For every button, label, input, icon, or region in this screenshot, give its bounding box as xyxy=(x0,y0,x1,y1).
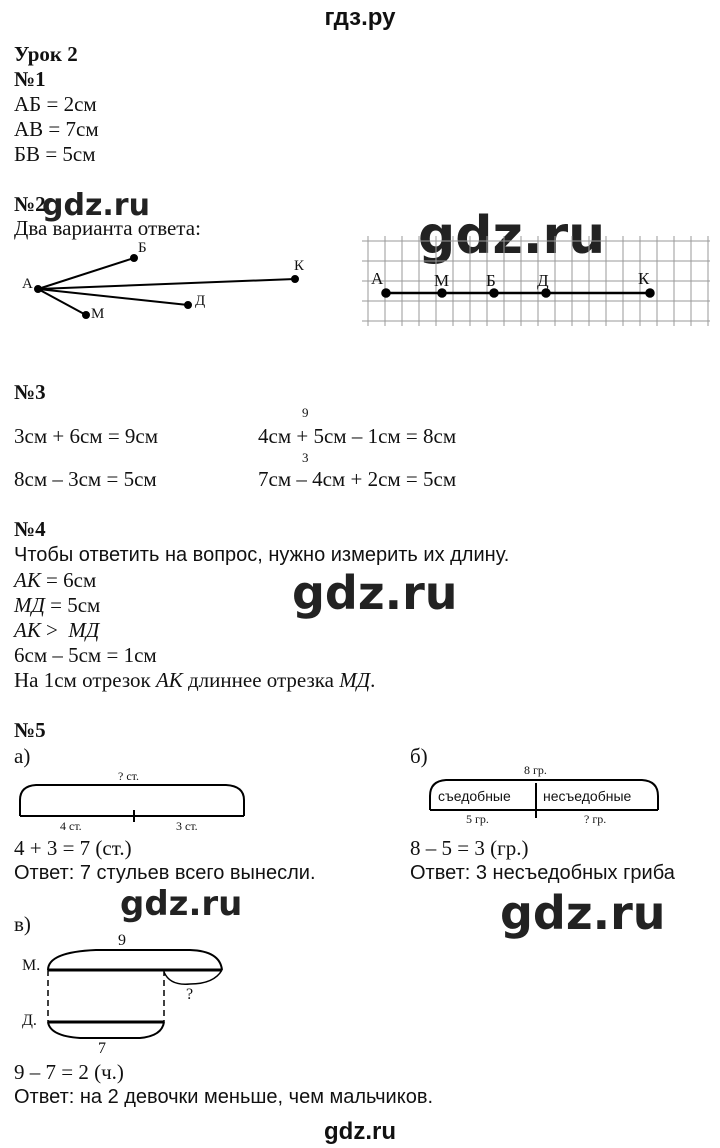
task-1-line: АВ = 7см xyxy=(14,117,99,141)
watermark: gdz.ru xyxy=(42,188,150,223)
task-3-left: 3см + 6см = 9см xyxy=(14,424,159,448)
task-3-number: №3 xyxy=(14,380,46,404)
task-5-number: №5 xyxy=(14,718,46,742)
text: На 1см отрезок xyxy=(14,668,156,692)
task-1-line: АБ = 2см xyxy=(14,92,97,116)
diagram-5c-row2: Д. xyxy=(22,1012,37,1029)
diagram-5c-top: 9 xyxy=(118,932,126,949)
task-5b-label: б) xyxy=(410,744,428,768)
value: = 5см xyxy=(44,593,101,617)
task-5c-label: в) xyxy=(14,912,31,936)
watermark: gdz.ru xyxy=(500,886,666,940)
site-header: гдз.ру xyxy=(324,4,396,31)
task-3-right: 7см – 4см + 2см = 5см xyxy=(258,467,457,491)
var-ak: АК xyxy=(155,668,183,692)
task-5b-answer: Ответ: 3 несъедобных гриба xyxy=(410,862,675,884)
diagram-5c-question: ? xyxy=(186,986,194,1003)
grid-label-b: Б xyxy=(486,271,496,290)
task-5a-answer: Ответ: 7 стульев всего вынесли. xyxy=(14,862,316,884)
point-label-k: К xyxy=(294,258,305,274)
point-label-a: А xyxy=(22,276,33,292)
watermark: gdz.ru xyxy=(120,884,243,924)
task-2-intro: Два варианта ответа: xyxy=(14,216,201,240)
task-5a-label: а) xyxy=(14,744,31,768)
grid-label-k: К xyxy=(638,269,650,288)
diagram-5b-part2: ? гр. xyxy=(584,812,607,826)
var-md: МД xyxy=(14,593,45,617)
task-5a-solution: 4 + 3 = 7 (ст.) xyxy=(14,836,132,860)
operator: > xyxy=(40,618,69,642)
grid-label-a: А xyxy=(371,269,384,288)
task-5c-answer: Ответ: на 2 девочки меньше, чем мальчиков. xyxy=(14,1086,433,1108)
task-2-number: №2 xyxy=(14,192,46,216)
task-4-number: №4 xyxy=(14,517,46,541)
grid-label-d: Д xyxy=(537,271,549,290)
diagram-5c-row1: М. xyxy=(22,957,41,974)
var-ak: АК xyxy=(14,568,41,592)
task-3-left: 8см – 3см = 5см xyxy=(14,467,157,491)
var-md: МД xyxy=(339,668,371,692)
task-3-note: 9 xyxy=(302,405,309,420)
task-4-intro: Чтобы ответить на вопрос, нужно измерить их длину. xyxy=(14,544,510,566)
diagram-5a-part1: 4 ст. xyxy=(60,819,82,833)
grid-label-m: М xyxy=(434,271,450,290)
task-1-number: №1 xyxy=(14,67,46,91)
value: = 6см xyxy=(40,568,97,592)
var-ak: АК xyxy=(14,618,41,642)
diagram-5a-total: ? ст. xyxy=(118,769,139,783)
diagram-5b-seg2: несъедобные xyxy=(543,788,632,804)
diagram-5a-part2: 3 ст. xyxy=(176,819,198,833)
watermark: gdz.ru xyxy=(292,566,458,620)
diagram-5c-bottom: 7 xyxy=(98,1040,106,1057)
text: . xyxy=(370,668,376,692)
task-1-line: БВ = 5см xyxy=(14,142,96,166)
watermark: gdz.ru xyxy=(418,206,606,266)
diagram-5b-part1: 5 гр. xyxy=(466,812,489,826)
lesson-title: Урок 2 xyxy=(14,42,78,66)
task-3-note: 3 xyxy=(302,450,309,465)
point-label-m: М xyxy=(91,306,105,322)
task-3-right: 4см + 5см – 1см = 8см xyxy=(258,424,457,448)
point-label-d: Д xyxy=(195,293,206,309)
diagram-5b-seg1: съедобные xyxy=(438,788,511,804)
task-5b-solution: 8 – 5 = 3 (гр.) xyxy=(410,836,529,860)
task-4-line-4: 6см – 5см = 1см xyxy=(14,643,157,667)
task-5c-solution: 9 – 7 = 2 (ч.) xyxy=(14,1060,124,1084)
diagram-5b-total: 8 гр. xyxy=(524,763,547,777)
site-footer: gdz.ru xyxy=(324,1118,396,1145)
point-label-b: Б xyxy=(138,240,147,256)
text: длиннее отрезка xyxy=(182,668,340,692)
var-md: МД xyxy=(68,618,100,642)
